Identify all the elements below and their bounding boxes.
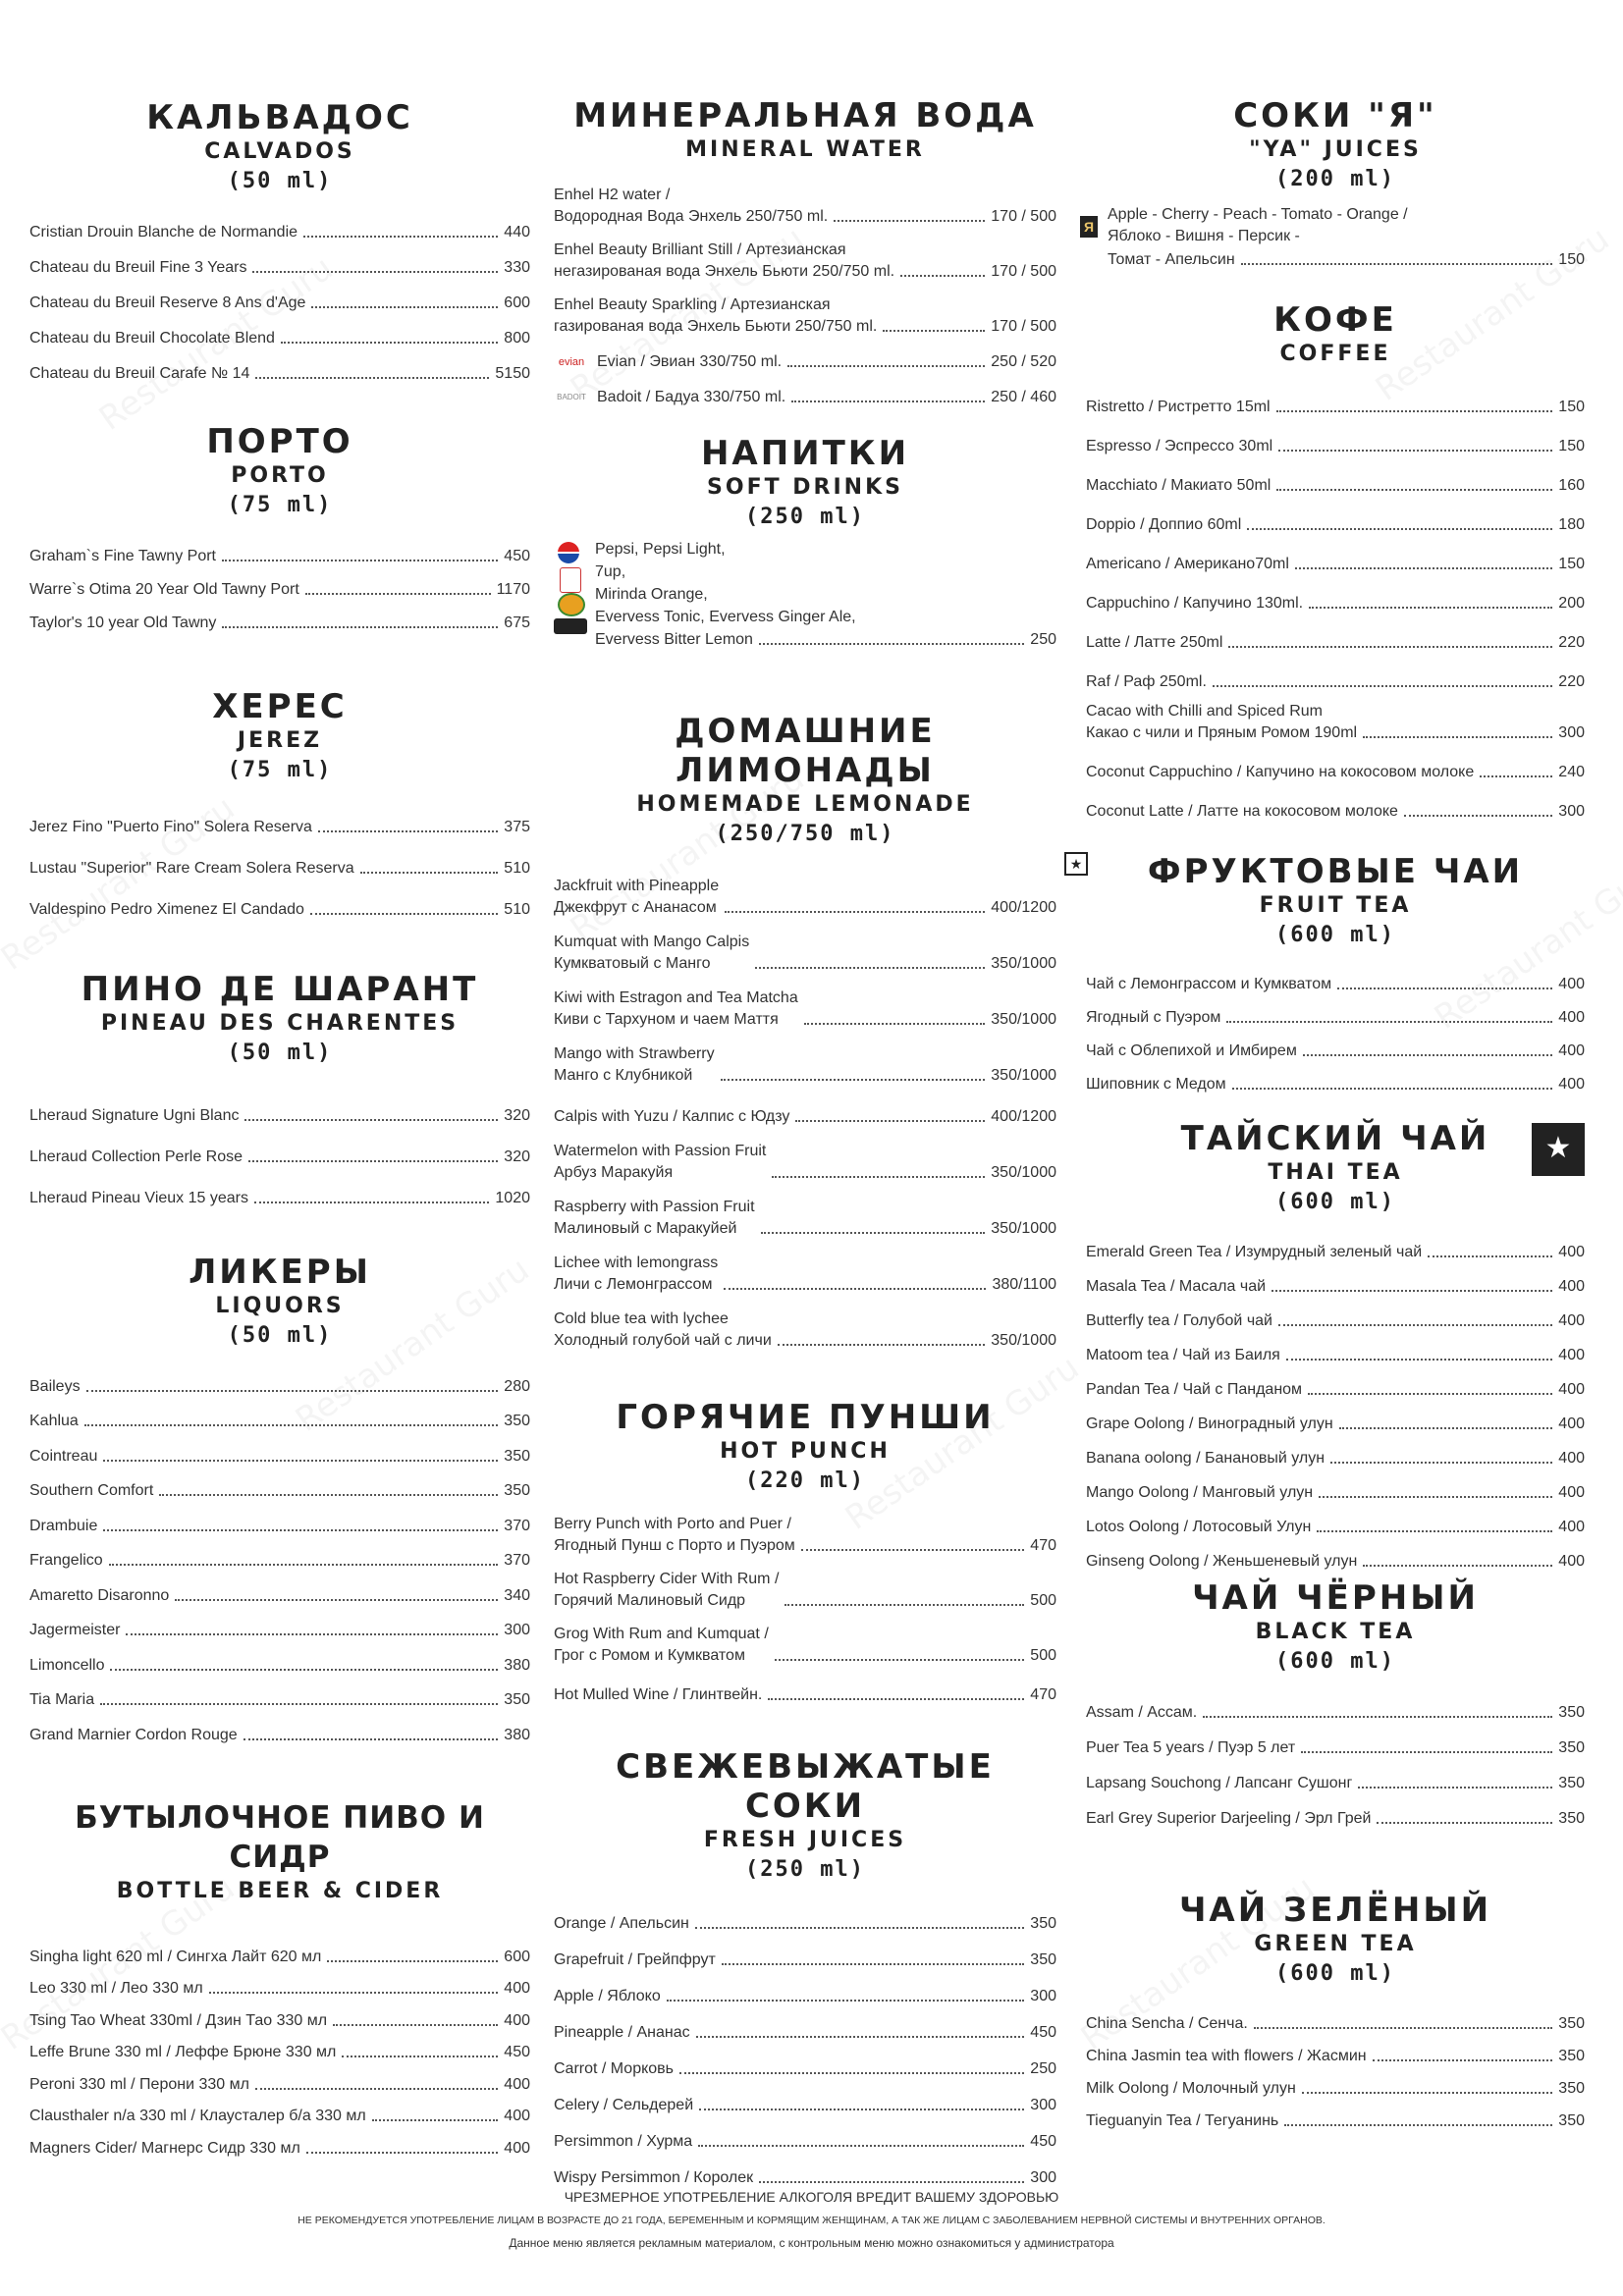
section-title: ПИНО ДЕ ШАРАНТ [81,970,479,1009]
section-subtitle: MINERAL WATER [685,137,925,162]
menu-item: Graham`s Fine Tawny Port 450 [29,548,530,564]
menu-item: Tia Maria 350 [29,1691,530,1708]
section-title: КОФЕ [1273,300,1397,340]
section-thai-tea [1086,1119,1585,1573]
footer-notice: Данное меню является рекламным материалом, с контрольным меню можно ознакомиться у администратора [509,2236,1114,2250]
section-beer-cider [29,1798,530,2160]
menu-line: Apple - Cherry - Peach - Tomato - Orange / [1108,206,1408,223]
section-soft-drinks [554,434,1056,651]
menu-item: Mango Oolong / Манговый улун 400 [1086,1484,1585,1501]
menu-item: Drambuie 370 [29,1517,530,1534]
menu-item: Southern Comfort 350 [29,1482,530,1499]
menu-item: Raf / Раф 250ml. 220 [1086,673,1585,690]
section-volume: (75 ml) [227,493,333,517]
menu-item: Matoom tea / Чай из Баиля 400 [1086,1347,1585,1363]
section-title: ЧАЙ ЗЕЛЁНЫЙ [1178,1891,1492,1930]
menu-item: Milk Oolong / Молочный улун 350 [1086,2080,1585,2097]
menu-item: Earl Grey Superior Darjeeling / Эрл Грей 350 [1086,1810,1585,1827]
section-title: ПОРТО [206,422,353,461]
menu-item: Banana oolong / Банановый улун 400 [1086,1450,1585,1467]
menu-item: Apple / Яблоко 300 [554,1988,1056,2004]
menu-item: Kahlua 350 [29,1413,530,1429]
section-subtitle: THAI TEA [1268,1160,1403,1185]
menu-item: Grapefruit / Грейпфрут 350 [554,1951,1056,1968]
section-volume: (250 ml) [745,505,865,529]
menu-item: Puer Tea 5 years / Пуэр 5 лет 350 [1086,1739,1585,1756]
section-subtitle: GREEN TEA [1254,1932,1417,1956]
evian-logo: evian [558,356,585,368]
menu-item: Celery / Сельдерей 300 [554,2097,1056,2113]
section-volume: (220 ml) [745,1468,865,1493]
menu-item: Pineapple / Ананас 450 [554,2024,1056,2041]
section-green-tea [1086,1891,1585,2132]
section-fresh-juices [554,1747,1056,2189]
menu-item: Espresso / Эспрессо 30ml 150 [1086,438,1585,454]
section-mineral-water [554,96,1056,408]
menu-item: Tieguanyin Tea / Тегуанинь 350 [1086,2112,1585,2129]
pepsi-logo [558,542,579,563]
section-title: НАПИТКИ [700,434,910,473]
menu-item: Ristretto / Ристретто 15ml 150 [1086,399,1585,415]
section-title: ХЕРЕС [212,687,348,726]
menu-item: Jerez Fino "Puerto Fino" Solera Reserva 375 [29,819,530,835]
menu-item: Hot Mulled Wine / Глинтвейн. 470 [554,1686,1056,1703]
section-volume: (250 ml) [745,1857,865,1882]
menu-item: Cacao with Chilli and Spiced Rum Какао с чили и Пряным Ромом 190ml 300 [1086,703,1585,741]
menu-item: Amaretto Disaronno 340 [29,1586,530,1604]
section-subtitle: BLACK TEA [1255,1620,1416,1644]
section-title: КАЛЬВАДОС [146,98,413,137]
section-volume: (250/750 ml) [715,822,895,846]
section-subtitle: CALVADOS [204,139,355,164]
menu-item: Cold blue tea with lychee Холодный голубой чай с личи 350/1000 [554,1310,1056,1349]
menu-item: Latte / Латте 250ml 220 [1086,634,1585,651]
footer-disclaimer: НЕ РЕКОМЕНДУЕТСЯ УПОТРЕБЛЕНИЕ ЛИЦАМ В ВОЗРАСТЕ ДО 21 ГОДА, БЕРЕМЕННЫМ И КОРМЯЩИМ ЖЕНЩИНАМ, А ТАК ЖЕ ЛИЦАМ С ЗАБОЛЕВАНИЕМ НЕРВНОЙ СИСТЕМЫ И ВНУТРЕННИХ ОРГАНОВ. [298,2215,1325,2226]
menu-item: Limoncello 380 [29,1656,530,1674]
menu-item: Persimmon / Хурма 450 [554,2133,1056,2150]
section-subtitle: FRESH JUICES [703,1828,907,1852]
menu-item: Lotos Oolong / Лотосовый Улун 400 [1086,1519,1585,1535]
menu-item: Americano / Американо70ml 150 [1086,556,1585,572]
menu-item: BADOIT Badoit / Бадуа 330/750 ml. 250 / 460 [554,373,1056,408]
star-icon: ★ [1532,1123,1585,1176]
menu-item: Mango with Strawberry Манго с Клубникой 350/1000 [554,1045,1056,1084]
menu-item: Chateau du Breuil Carafe № 14 5150 [29,365,530,382]
menu-item: Шиповник с Медом 400 [1086,1076,1585,1093]
menu-item: Enhel H2 water / Водородная Вода Энхель 250/750 ml. 170 / 500 [554,187,1056,225]
menu-item: Tsing Tao Wheat 330ml / Дзин Тао 330 мл 400 [29,2011,530,2029]
section-subtitle: HOT PUNCH [720,1439,891,1464]
menu-item: Jackfruit with Pineapple Джекфрут с Ананасом 400/1200 [554,878,1056,916]
menu-item: Lheraud Collection Perle Rose 320 [29,1148,530,1165]
menu-item: Doppio / Доппио 60ml 180 [1086,516,1585,533]
menu-item: Assam / Ассам. 350 [1086,1704,1585,1721]
menu-item: Lheraud Pineau Vieux 15 years 1020 [29,1190,530,1206]
section-volume: (50 ml) [227,1323,333,1348]
menu-item: evian Evian / Эвиан 330/750 ml. 250 / 520 [554,338,1056,373]
section-title: СВЕЖЕВЫЖАТЫЕ СОКИ [616,1747,995,1826]
section-subtitle: BOTTLE BEER & CIDER [116,1879,444,1903]
section-volume: (600 ml) [1275,1961,1395,1986]
section-pineau [29,970,530,1209]
7up-logo [560,567,581,593]
section-subtitle: JEREZ [237,728,323,753]
menu-item: Cristian Drouin Blanche de Normandie 440 [29,224,530,240]
menu-item: Leo 330 ml / Лео 330 мл 400 [29,1980,530,1997]
menu-item: Carrot / Морковь 250 [554,2060,1056,2077]
section-homemade-lemonade [554,712,1056,1352]
section-porto [29,422,530,634]
footer-warning: ЧРЕЗМЕРНОЕ УПОТРЕБЛЕНИЕ АЛКОГОЛЯ ВРЕДИТ ВАШЕМУ ЗДОРОВЬЮ [564,2189,1059,2205]
menu-item: Clausthaler n/a 330 ml / Клаусталер б/а 330 мл 400 [29,2108,530,2124]
section-subtitle: "YA" JUICES [1249,137,1422,162]
menu-item: Pandan Tea / Чай с Панданом 400 [1086,1381,1585,1398]
menu-item: Grog With Rum and Kumquat / Грог с Ромом и Кумкватом 500 [554,1626,1056,1664]
menu-item: Coconut Latte / Латте на кокосовом молоке 300 [1086,803,1585,820]
menu-item: Magners Cider/ Магнерс Сидр 330 мл 400 [29,2139,530,2157]
star-icon: ★ [1064,852,1088,876]
menu-item: Evervess Bitter Lemon 250 [595,631,1056,648]
section-subtitle: COFFEE [1279,342,1391,366]
menu-item: Чай с Облепихой и Имбирем 400 [1086,1042,1585,1059]
section-volume: (600 ml) [1275,1649,1395,1674]
section-title: ЧАЙ ЧЁРНЫЙ [1192,1578,1479,1618]
menu-item: Baileys 280 [29,1377,530,1395]
menu-item: Valdespino Pedro Ximenez El Candado 510 [29,901,530,918]
badoit-logo: BADOIT [557,393,586,401]
menu-item: Singha light 620 ml / Сингха Лайт 620 мл 600 [29,1948,530,1965]
menu-item: Taylor's 10 year Old Tawny 675 [29,614,530,631]
section-volume: (50 ml) [227,169,333,193]
menu-line: Mirinda Orange, [595,586,708,603]
menu-item: Coconut Cappuchino / Капучино на кокосовом молоке 240 [1086,764,1585,780]
section-coffee [1086,300,1585,823]
menu-item: Masala Tea / Масала чай 400 [1086,1278,1585,1295]
menu-item: Orange / Апельсин 350 [554,1915,1056,1932]
menu-item: Lapsang Souchong / Лапсанг Сушонг 350 [1086,1775,1585,1791]
section-title: ГОРЯЧИЕ ПУНШИ [616,1398,995,1437]
menu-item: Chateau du Breuil Chocolate Blend 800 [29,330,530,347]
menu-item: Ginseng Oolong / Женьшеневый улун 400 [1086,1553,1585,1570]
section-fruit-tea [1086,852,1585,1095]
section-volume: (50 ml) [227,1041,333,1065]
menu-item: Cointreau 350 [29,1447,530,1465]
section-title: ТАЙСКИЙ ЧАЙ [1180,1119,1490,1158]
section-jerez [29,687,530,921]
section-liquors [29,1253,530,1746]
menu-item: Kiwi with Estragon and Tea Matcha Киви с Тархуном и чаем Маття 350/1000 [554,989,1056,1028]
section-title: СОКИ "Я" [1233,96,1437,135]
menu-item: Berry Punch with Porto and Puer / Ягодный Пунш с Порто и Пуэром 470 [554,1516,1056,1554]
mirinda-logo [558,593,585,616]
menu-item: Emerald Green Tea / Изумрудный зеленый чай 400 [1086,1244,1585,1260]
section-subtitle: HOMEMADE LEMONADE [636,792,974,817]
menu-item: Lustau "Superior" Rare Cream Solera Reserva 510 [29,860,530,877]
section-hot-punch [554,1398,1056,1706]
menu-item: Chateau du Breuil Reserve 8 Ans d'Age 600 [29,294,530,311]
evervess-logo [554,618,587,634]
section-subtitle: LIQUORS [215,1294,345,1318]
menu-line: Pepsi, Pepsi Light, [595,541,726,558]
menu-item: Wispy Persimmon / Королек 300 [554,2169,1056,2186]
menu-item: Grand Marnier Cordon Rouge 380 [29,1726,530,1743]
section-volume: (200 ml) [1275,167,1395,191]
menu-item: China Jasmin tea with flowers / Жасмин 350 [1086,2048,1585,2064]
section-calvados [29,98,530,385]
menu-line: Evervess Tonic, Evervess Ginger Ale, [595,609,856,625]
menu-item: Grape Oolong / Виноградный улун 400 [1086,1415,1585,1432]
menu-item: Butterfly tea / Голубой чай 400 [1086,1312,1585,1329]
section-subtitle: PINEAU DES CHARENTES [100,1011,460,1036]
menu-item: Ягодный с Пуэром 400 [1086,1009,1585,1026]
section-ya-juices [1083,96,1585,271]
section-volume: (600 ml) [1275,1190,1395,1214]
menu-item: Chateau du Breuil Fine 3 Years 330 [29,259,530,276]
menu-item: Томат - Апельсин 150 [1108,251,1585,268]
section-title: ФРУКТОВЫЕ ЧАИ [1147,852,1524,891]
menu-item: Jagermeister 300 [29,1622,530,1638]
menu-item: Leffe Brune 330 ml / Леффе Брюне 330 мл 450 [29,2044,530,2060]
menu-item: Lichee with lemongrass Личи с Лемонграссом 380/1100 [554,1255,1056,1293]
menu-item: Kumquat with Mango Calpis Кумкватовый с Манго 350/1000 [554,934,1056,972]
menu-item: Frangelico 370 [29,1552,530,1569]
section-black-tea [1086,1578,1585,1830]
section-subtitle: PORTO [231,463,329,488]
ya-juice-logo: Я [1080,216,1098,238]
menu-item: China Sencha / Сенча. 350 [1086,2015,1585,2032]
menu-item: Enhel Beauty Brilliant Still / Артезианская негазированая вода Энхель Бьюти 250/750 ml. 170 / 500 [554,241,1056,280]
section-volume: (75 ml) [227,758,333,782]
menu-item: Macchiato / Макиато 50ml 160 [1086,477,1585,494]
section-title: БУТЫЛОЧНОЕ ПИВО И СИДР [75,1800,485,1875]
section-volume: (600 ml) [1275,923,1395,947]
menu-item: Hot Raspberry Cider With Rum / Горячий Малиновый Сидр 500 [554,1571,1056,1609]
menu-item: Lheraud Signature Ugni Blanc 320 [29,1107,530,1124]
section-title: ЛИКЕРЫ [189,1253,371,1292]
section-title: ДОМАШНИЕ ЛИМОНАДЫ [675,712,936,790]
section-subtitle: FRUIT TEA [1259,893,1412,918]
section-subtitle: SOFT DRINKS [707,475,903,500]
menu-item: Watermelon with Passion Fruit Арбуз Маракуйя 350/1000 [554,1143,1056,1181]
menu-item: Enhel Beauty Sparkling / Артезианская газированая вода Энхель Бьюти 250/750 ml. 170 / 500 [554,296,1056,335]
menu-item: Warre`s Otima 20 Year Old Tawny Port 1170 [29,581,530,598]
menu-line: Яблоко - Вишня - Персик - [1108,228,1300,244]
menu-line: 7up, [595,563,626,580]
menu-item: Peroni 330 ml / Перони 330 мл 400 [29,2075,530,2093]
menu-item: Чай с Лемонграссом и Кумкватом 400 [1086,976,1585,992]
section-title: МИНЕРАЛЬНАЯ ВОДА [573,96,1037,135]
menu-item: Raspberry with Passion Fruit Малиновый с Маракуйей 350/1000 [554,1199,1056,1237]
menu-item: Calpis with Yuzu / Калпис с Юдзу 400/1200 [554,1108,1056,1125]
menu-item: Cappuchino / Капучино 130ml. 200 [1086,595,1585,612]
